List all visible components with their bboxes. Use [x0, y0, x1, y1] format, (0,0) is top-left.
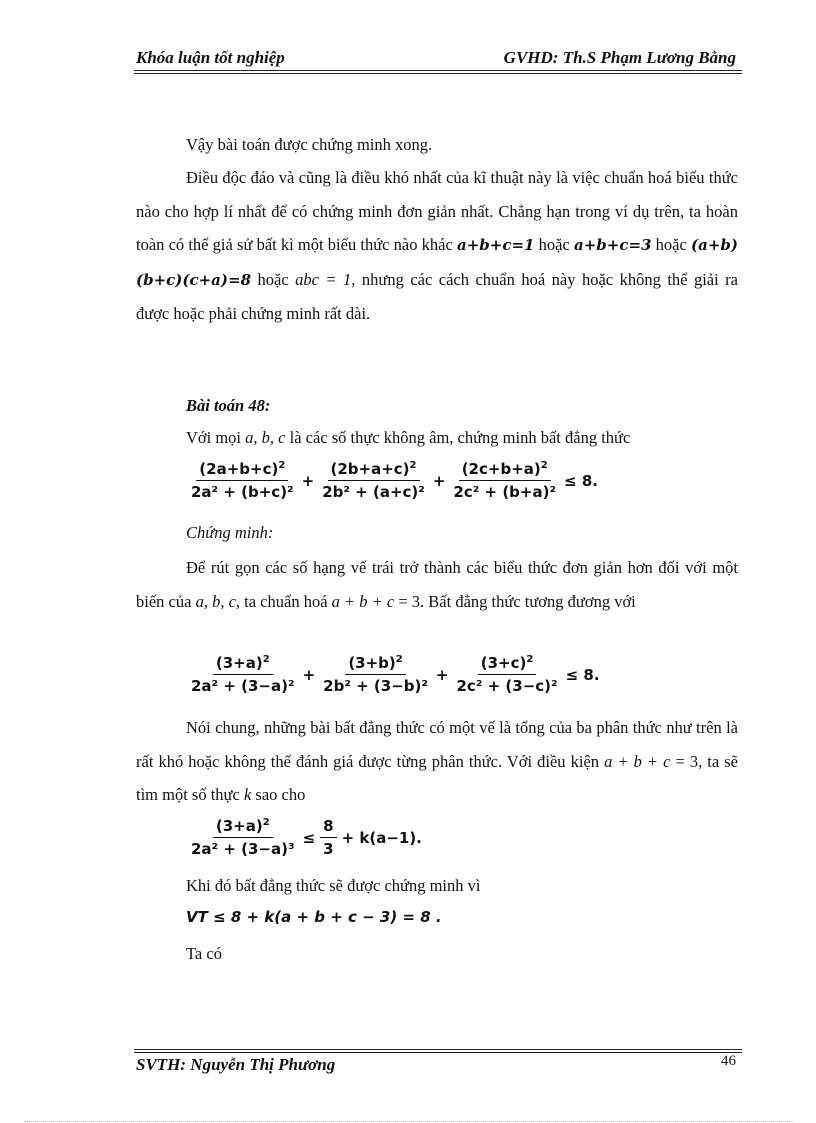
inequality-rhs: ≤ 8.	[564, 471, 598, 490]
proof-label: Chứng minh:	[186, 523, 274, 542]
estimate-condition: a + b + c	[604, 751, 671, 771]
fraction: $\frac{8}{3}$	[320, 817, 336, 858]
inequality-1: $\frac{(2a+b+c)^2}{\text{2a² + (b+c)²}}$ + $\frac{(2b+a+c)^2}{\text{2b² + (a+c)²}}$ + $\frac{(2c+b+a)^2}{\text{2c² + (b+a)²}}$ ≤ 8.	[186, 460, 601, 501]
footer-rule	[134, 1049, 742, 1050]
paragraph-conclusion: Vậy bài toán được chứng minh xong.	[186, 135, 433, 154]
footer-author: SVTH: Nguyễn Thị Phương	[136, 1055, 336, 1074]
reduce-text-c: = 3. Bất đẳng thức tương đương với	[394, 591, 636, 611]
paragraph-normalization-text: Điều độc đáo và cũng là điều khó nhất của kĩ thuật này là việc chuẩn hoá biểu thức nào cho hợp lí nhất để có chứng minh đơn giản nhất. Chẳng hạn trong ví dụ trên, ta hoàn toàn có thể giả sử bất kì một biểu thức nào khác	[136, 168, 738, 254]
fraction: $\frac{(2a+b+c)^2}{\text{2a² + (b+c)²}}$	[191, 460, 294, 501]
fraction: $\frac{(3+a)^2}{\text{2a² + (3−a)³}}$	[191, 817, 295, 858]
reduce-text-b: ta chuẩn hoá	[240, 591, 332, 611]
paragraph-normalization	[136, 161, 738, 331]
paragraph-estimate	[136, 711, 738, 812]
estimate-text-a: Nói chung, những bài bất đẳng thức có một vế là tổng của ba phân thức như trên là rất khó hoặc không thể đánh giá được từng phân thức. Với điều kiện	[136, 718, 738, 771]
paragraph-reduce	[136, 551, 738, 618]
word-or-3: hoặc	[251, 269, 296, 289]
footer-rule-thin	[134, 1052, 742, 1053]
fraction: $\frac{(2c+b+a)^2}{\text{2c² + (b+a)²}}$	[453, 460, 557, 501]
math-condition-1: a+b+c=1	[457, 236, 535, 254]
problem-pre: Với mọi	[186, 428, 246, 447]
page-edge-dots	[24, 1121, 794, 1122]
math-condition-4: abc = 1,	[295, 269, 356, 289]
estimate-text-c: sao cho	[251, 785, 306, 804]
inequality-4: VT ≤ 8 + k(a + b + c − 3) = 8 .	[186, 908, 442, 926]
estimate-k: k	[243, 785, 252, 804]
reduce-text-a: Để rút gọn các số hạng vế trái trở thành các biểu thức đơn giản hơn đối với một biến của	[136, 558, 738, 611]
fraction: $\frac{(3+b)^2}{\text{2b² + (3−b)²}}$	[323, 654, 428, 695]
estimate-text-b: = 3, ta sẽ tìm một số thực	[136, 751, 739, 804]
fraction: $\frac{(3+a)^2}{\text{2a² + (3−a)²}}$	[191, 654, 295, 695]
header-rule-thin	[134, 73, 742, 74]
paragraph-normalization-tail: nhưng các cách chuẩn hoá này hoặc không thể giải ra được hoặc phải chứng minh rất dài.	[136, 269, 738, 323]
math-condition-2: a+b+c=3	[574, 236, 652, 254]
inequality-tail: + k(a−1).	[341, 828, 422, 847]
word-or-2: hoặc	[651, 235, 691, 254]
inequality-rhs: ≤ 8.	[565, 665, 600, 684]
word-or-1: hoặc	[534, 235, 574, 254]
paragraph-then: Khi đó bất đẳng thức sẽ được chứng minh vì	[186, 876, 481, 895]
header-right: GVHD: Th.S Phạm Lương Bằng	[503, 48, 736, 67]
page-number: 46	[721, 1053, 736, 1069]
problem-statement	[186, 428, 630, 448]
inequality-2: $\frac{(3+a)^2}{\text{2a² + (3−a)²}}$ + $\frac{(3+b)^2}{\text{2b² + (3−b)²}}$ + $\frac{(3+c)^2}{\text{2c² + (3−c)²}}$ ≤ 8.	[186, 654, 603, 695]
paragraph-we-have: Ta có	[186, 944, 222, 963]
problem-title: Bài toán 48:	[186, 396, 271, 415]
problem-vars: a, b, c	[245, 428, 286, 447]
fraction: $\frac{(2b+a+c)^2}{\text{2b² + (a+c)²}}$	[322, 460, 425, 501]
header-rule	[134, 70, 742, 71]
reduce-vars: a, b, c,	[195, 591, 241, 611]
problem-post: là các số thực không âm, chứng minh bất đẳng thức	[285, 428, 631, 447]
math-condition-3: (a+b)(b+c)(c+a)=8	[136, 236, 738, 289]
header-left: Khóa luận tốt nghiệp	[136, 48, 285, 67]
fraction: $\frac{(3+c)^2}{\text{2c² + (3−c)²}}$	[456, 654, 558, 695]
inequality-3: $\frac{(3+a)^2}{\text{2a² + (3−a)³}}$ ≤ $\frac{8}{3}$ + k(a−1).	[186, 817, 425, 858]
reduce-condition: a + b + c	[331, 591, 395, 611]
